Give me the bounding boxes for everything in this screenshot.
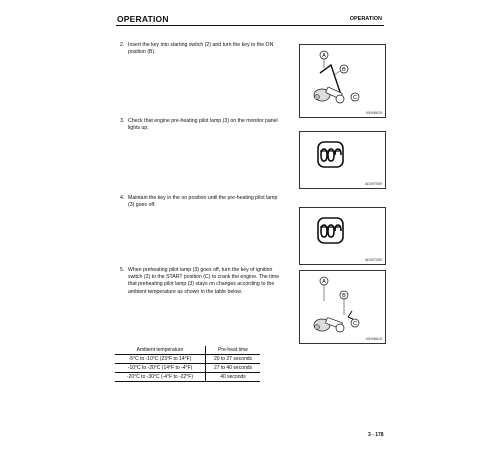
key-switch-diagram [300,271,385,343]
table-row [115,364,260,373]
table-header-row [115,346,260,355]
figure-code: 9JH08615 [365,337,382,341]
cell-time: 40 seconds [206,373,261,382]
step-number: 2. [120,42,125,48]
key-switch-diagram [300,45,385,117]
label-c: C [353,95,357,102]
header-preheat-time: Pre-heat time [206,346,261,355]
table-row [115,373,260,382]
step-3 [120,118,280,132]
step-text: When preheating pilot lamp (3) goes off, turn the key of ignition switch (2) to the START position (C) to crank the engine. The time that preheating pilot lamp (3) stays on changes according to the ambient temperature as shown in the table below. [128,267,279,295]
preheat-pilot-lamp-icon [300,132,385,188]
step-number: 4. [120,195,125,201]
label-b: B [342,67,346,74]
step-number: 5. [120,267,125,273]
step-4 [120,195,280,209]
figure-code: AD097059 [365,258,382,262]
step-5 [120,267,280,296]
preheat-lamp-figure-on [299,131,386,189]
page-number: 3 - 178 [368,432,384,438]
page-title: OPERATION [117,14,169,24]
label-a: A [322,53,326,60]
section-title: OPERATION [349,16,382,22]
key-switch-figure-start [299,270,386,344]
label-a: A [322,279,326,286]
figure-code: 9JH08615 [365,111,382,115]
preheat-pilot-lamp-icon [300,208,385,264]
preheat-lamp-figure-off [299,207,386,265]
step-2 [120,42,280,56]
step-number: 3. [120,118,125,124]
label-b: B [342,293,346,300]
table-row [115,355,260,364]
step-text: Check that engine pre-heating pilot lamp (3) on the monitor panel lights up. [128,118,278,132]
header-rule [116,25,384,26]
label-c: C [353,321,357,328]
figure-code: AD097059 [365,182,382,186]
cell-temperature: -20°C to -30°C (-4°F to -22°F) [115,373,206,382]
cell-temperature: -5°C to -10°C (23°F to 14°F) [115,355,206,364]
cell-time: 20 to 27 seconds [206,355,261,364]
key-switch-figure-on [299,44,386,118]
cell-temperature: -10°C to -20°C (14°F to -4°F) [115,364,206,373]
header-ambient-temperature: Ambient temperature [115,346,206,355]
cell-time: 27 to 40 seconds [206,364,261,373]
preheat-time-table [115,346,260,382]
step-text: Insert the key into starting switch (2) and turn the key to the ON position (B). [128,42,274,56]
step-text: Maintain the key in the on position until the pre-heating pilot lamp (3) goes off. [128,195,278,209]
